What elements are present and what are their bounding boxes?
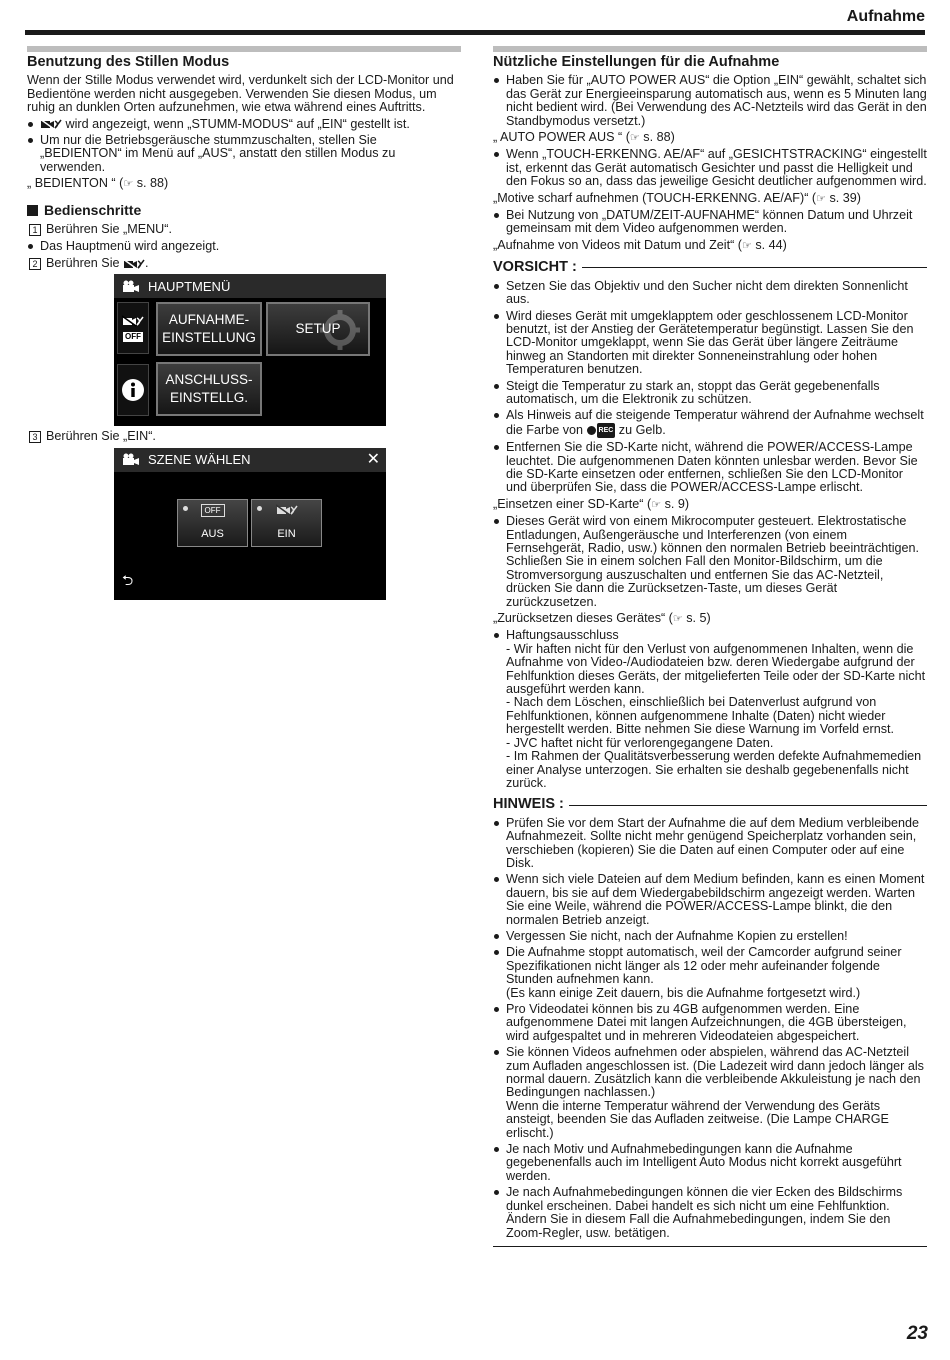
- steps-title: Bedienschritte: [44, 201, 142, 218]
- scene-select-screen: [114, 448, 386, 600]
- reference-page: s. 9): [664, 496, 690, 511]
- list-item: Setzen Sie das Objektiv und den Sucher nicht dem direkten Sonnenlicht aus.: [493, 280, 927, 307]
- hand-pointer-icon: ☞: [123, 178, 134, 191]
- section-title: Nützliche Einstellungen für die Aufnahme: [493, 54, 780, 70]
- step-3: [29, 430, 461, 443]
- reference-link[interactable]: [493, 612, 927, 626]
- off-option-button[interactable]: [177, 499, 248, 547]
- note-list: [493, 817, 927, 1240]
- list-item: [27, 118, 461, 131]
- bullet-list: [27, 118, 461, 175]
- silent-mode-icon: [123, 258, 145, 270]
- list-item: Haben Sie für „AUTO POWER AUS“ die Option „EIN“ gewählt, schaltet sich das Gerät zur Energieeinsparung automatisch aus, wenn es 5 Minuten lang nicht bedient wird. (Bei Verwendung des AC-Netzteils wird das Gerät in den Standbymodus versetzt.): [493, 74, 927, 128]
- screen-title-bar: [114, 448, 386, 472]
- setup-tile[interactable]: [266, 302, 370, 356]
- list-item: [493, 1046, 927, 1140]
- reference-text: „Motive scharf aufnehmen (TOUCH-ERKENNG. AE/AF)“ (: [493, 190, 817, 205]
- disclaimer-line: - JVC haftet nicht für verlorengegangene Daten.: [506, 735, 774, 750]
- camera-icon: [122, 280, 140, 293]
- screen-title: HAUPTMENÜ: [148, 278, 231, 294]
- screen-title: SZENE WÄHLEN: [148, 451, 251, 467]
- hand-pointer-icon: ☞: [816, 192, 826, 205]
- screen-title-bar: [114, 274, 386, 298]
- reference-link[interactable]: [493, 498, 927, 512]
- bullet-text: zu Gelb.: [618, 422, 666, 437]
- heading-rule: [569, 805, 927, 806]
- step-note: Das Hauptmenü wird angezeigt.: [27, 240, 461, 253]
- hand-pointer-icon: ☞: [672, 613, 683, 626]
- header-rule: [25, 30, 925, 35]
- info-button[interactable]: [117, 364, 149, 416]
- step-text: Berühren Sie: [46, 255, 120, 270]
- silent-mode-toggle[interactable]: [117, 302, 149, 354]
- reference-text: „ BEDIENTON “ (: [27, 176, 124, 191]
- square-bullet-icon: [27, 205, 38, 216]
- chapter-title: Aufnahme: [846, 8, 925, 25]
- list-item: Dieses Gerät wird von einem Mikrocomputer gesteuert. Elektrostatische Entladungen, Außengeräusche und Interferenzen (von einem Fernsehgerät, Radio, usw.) können den normalen Betrieb beeinträchtigen. Schließen Sie in einem solchen Fall den Monitor-Bildschirm, um die Stromversorgung auszuschalten und entfernen Sie das AC-Netzteil, drücken Sie dann die Zurücksetzen-Taste, um dieses Gerät zurückzusetzen.: [493, 515, 927, 609]
- step-2: [29, 257, 461, 270]
- reference-link[interactable]: [27, 177, 461, 191]
- reference-link[interactable]: [493, 192, 927, 206]
- list-item: Wenn sich viele Dateien auf dem Medium befinden, kann es einen Moment dauern, bis sie auf dem Wiedergabebildschirm angezeigt werden. Warten Sie eine Weile, während die POWER/ACCESS-Lampe blinkt, die den normalen Betrieb anzeigt.: [493, 873, 927, 927]
- silent-mode-icon: [276, 504, 298, 516]
- option-label: AUS: [201, 528, 224, 541]
- list-item: [493, 409, 927, 438]
- disclaimer-line: - Im Rahmen der Qualitätsverbesserung werden defekte Aufnahmemedien einer Analyse unterzogen. Sie erhalten sie deshalb gegebenenfalls nicht zurück.: [506, 749, 922, 790]
- disclaimer-heading: Haftungsausschluss: [506, 628, 619, 643]
- list-item: Prüfen Sie vor dem Start der Aufnahme die auf dem Medium verbleibende Aufnahmezeit. Sollte nicht mehr genügend Speicherplatz vorhanden sein, verschieben (kopieren) Sie die Daten auf einen Computer oder auf eine Disk.: [493, 817, 927, 871]
- steps-heading: [27, 201, 461, 218]
- note-heading: [493, 798, 927, 811]
- list-item: Bei Nutzung von „DATUM/ZEIT-AUFNAHME“ können Datum und Uhrzeit gemeinsam mit dem Video aufgenommen werden.: [493, 209, 927, 236]
- page-number: 23: [906, 1323, 928, 1344]
- recording-settings-tile[interactable]: [156, 302, 262, 356]
- intro-text: Wenn der Stille Modus verwendet wird, verdunkelt sich der LCD-Monitor und Bedientöne werden nicht ausgegeben. Verwenden Sie diesen Modus, um ruhig an dunklen Orten aufzunehmen, wie etwa während eines Auftritts.: [27, 73, 454, 115]
- list-item: [493, 629, 927, 790]
- caution-heading: [493, 261, 927, 274]
- reference-text: „ AUTO POWER AUS “ (: [493, 130, 630, 145]
- step-text: Berühren Sie „MENU“.: [46, 222, 172, 237]
- reference-page: s. 39): [829, 190, 861, 205]
- reference-page: s. 5): [686, 611, 711, 626]
- bottom-rule: [493, 1246, 927, 1247]
- list-item: Steigt die Temperatur zu stark an, stoppt das Gerät gegebenenfalls automatisch, um die Elektronik zu schützen.: [493, 380, 927, 407]
- list-item: [493, 946, 927, 1000]
- tile-label: SETUP: [295, 321, 341, 337]
- step-suffix: .: [145, 255, 149, 270]
- silent-mode-icon: [122, 314, 144, 328]
- step-number: 3: [29, 431, 41, 443]
- list-item: Entfernen Sie die SD-Karte nicht, während die POWER/ACCESS-Lampe leuchtet. Die aufgenommenen Daten könnten unlesbar werden. Bevor Sie die SD-Karte einsetzen oder entfernen, schließen Sie den LCD-Monitor und überprüfen Sie, dass die POWER/ACCESS-Lampe erlischt.: [493, 441, 927, 495]
- bullet-text: Wenn die interne Temperatur während der Verwendung des Geräts ansteigt, beenden Sie das Aufladen zeitweise. (Die Lampe CHARGE erlischt.): [506, 1098, 889, 1140]
- disclaimer-line: - Nach dem Löschen, einschließlich bei Datenverlust aufgrund von Fehlfunktionen, können aufgenommene Inhalte (Daten) nicht wieder hergestellt werden. Bitte nehmen Sie diese Warnung im Vorfeld ernst.: [506, 695, 895, 737]
- tile-label: AUFNAHME- EINSTELLUNG: [162, 312, 256, 346]
- close-icon[interactable]: ✕: [366, 450, 380, 468]
- rec-tag: REC: [597, 423, 616, 438]
- bullet-text: wird angezeigt, wenn „STUMM-MODUS“ auf „EIN“ gestellt ist.: [65, 116, 410, 131]
- list-item: Je nach Motiv und Aufnahmebedingungen kann die Aufnahme gegebenenfalls auch im Intelligent Auto Modus nicht korrekt ausgeführt werden.: [493, 1143, 927, 1183]
- reference-page: s. 88): [136, 176, 169, 191]
- list-item: Wird dieses Gerät mit umgeklapptem oder geschlossenem LCD-Monitor benutzt, ist der Anstieg der Gerätetemperatur begünstigt. Lassen Sie den LCD-Monitor umgeklappt, wenn Sie das Gerät über längere Zeiträume hinweg an Standorten mit direkter Sonneneinstrahlung oder hohen Temperaturen benutzen.: [493, 310, 927, 377]
- hand-pointer-icon: ☞: [741, 239, 752, 252]
- back-icon[interactable]: ⮌: [122, 572, 134, 589]
- step-1: [29, 223, 461, 236]
- list-item: Wenn „TOUCH-ERKENNG. AE/AF“ auf „GESICHTSTRACKING“ eingestellt ist, erkennt das Gerät automatisch Gesichter und passt die Helligkeit und den Fokus so an, dass das jeweilige Gesicht deutlicher aufgenommen wird.: [493, 148, 927, 188]
- reference-text: „Aufnahme von Videos mit Datum und Zeit“ (: [493, 237, 742, 252]
- main-menu-screen: [114, 274, 386, 426]
- caution-list: [493, 280, 927, 495]
- list-item: Je nach Aufnahmebedingungen können die vier Ecken des Bildschirms dunkel erscheinen. Dabei handelt es sich nicht um eine Fehlfunktion. Ändern Sie in diesem Fall die Aufnahmebedingungen, indem Sie den Zoom-Regler, usw. betätigen.: [493, 1186, 927, 1240]
- heading-rule: [582, 267, 927, 268]
- hand-pointer-icon: ☞: [629, 132, 640, 145]
- step-note-list: [27, 240, 461, 253]
- reference-text: „Zurücksetzen dieses Gerätes“ (: [493, 611, 673, 626]
- bullet-text: Als Hinweis auf die steigende Temperatur während der Aufnahme wechselt die Farbe von: [506, 408, 924, 437]
- off-badge: OFF: [125, 332, 141, 342]
- bullet-text: (Es kann einige Zeit dauern, bis die Aufnahme fortgesetzt wird.): [506, 985, 861, 1000]
- tile-label: ANSCHLUSS- EINSTELLG.: [165, 372, 253, 406]
- hand-pointer-icon: ☞: [651, 498, 662, 511]
- section-title: Benutzung des Stillen Modus: [27, 54, 230, 70]
- info-icon: [121, 378, 145, 402]
- right-column: [493, 46, 927, 1247]
- disclaimer-line: - Wir haften nicht für den Verlust von aufgenommenen Inhalten, wenn die Aufnahme von Video-/Audiodateien bzw. deren Wiedergabe aufgrund der Fehlfunktion dieses Geräts, der mitgelieferten Teile oder der SD-Karte nicht ausgeführt werden kann.: [506, 641, 926, 697]
- list-item: Um nur die Betriebsgeräusche stummzuschalten, stellen Sie „BEDIENTON“ im Menü auf „AUS“, anstatt den stillen Modus zu verwenden.: [27, 134, 461, 174]
- option-label: EIN: [277, 528, 296, 541]
- camera-icon: [122, 453, 140, 466]
- reference-link[interactable]: [493, 239, 927, 253]
- on-option-button[interactable]: [251, 499, 322, 547]
- bullet-text: Die Aufnahme stoppt automatisch, weil der Camcorder aufgrund seiner Spezifikationen nicht länger als 12 oder mehr aufeinander folgende Stunden aufnehmen kann.: [506, 945, 902, 987]
- list-item: Pro Videodatei können bis zu 4GB aufgenommen werden. Eine aufgenommene Datei mit langen Aufzeichnungen, die 4GB übersteigen, wird aufgespaltet und in mehreren Videodateien abgespeichert.: [493, 1003, 927, 1043]
- step-number: 2: [29, 258, 41, 270]
- reference-text: „Einsetzen einer SD-Karte“ (: [493, 496, 652, 511]
- reference-page: s. 88): [643, 130, 675, 145]
- bullet-text: Sie können Videos aufnehmen oder abspielen, während das AC-Netzteil zum Aufladen angeschlossen ist. (Die Ladezeit wird dann jedoch länger als normal dauern. Zusätzlich kann die verbleibende Akkuleistung je nach den Bedingungen nachlassen.): [506, 1045, 924, 1100]
- note-title: HINWEIS :: [493, 796, 564, 813]
- step-number: 1: [29, 224, 41, 236]
- left-column: [27, 46, 461, 604]
- silent-mode-icon: [40, 118, 62, 130]
- connection-settings-tile[interactable]: [156, 362, 262, 416]
- reference-page: s. 44): [755, 237, 787, 252]
- section-bar: [493, 46, 927, 52]
- record-indicator-icon: [587, 423, 616, 438]
- off-icon: OFF: [201, 504, 225, 517]
- step-text: Berühren Sie „EIN“.: [46, 429, 156, 444]
- reference-link[interactable]: [493, 131, 927, 145]
- list-item: Vergessen Sie nicht, nach der Aufnahme Kopien zu erstellen!: [493, 930, 927, 943]
- caution-title: VORSICHT :: [493, 259, 577, 276]
- section-bar: [27, 46, 461, 52]
